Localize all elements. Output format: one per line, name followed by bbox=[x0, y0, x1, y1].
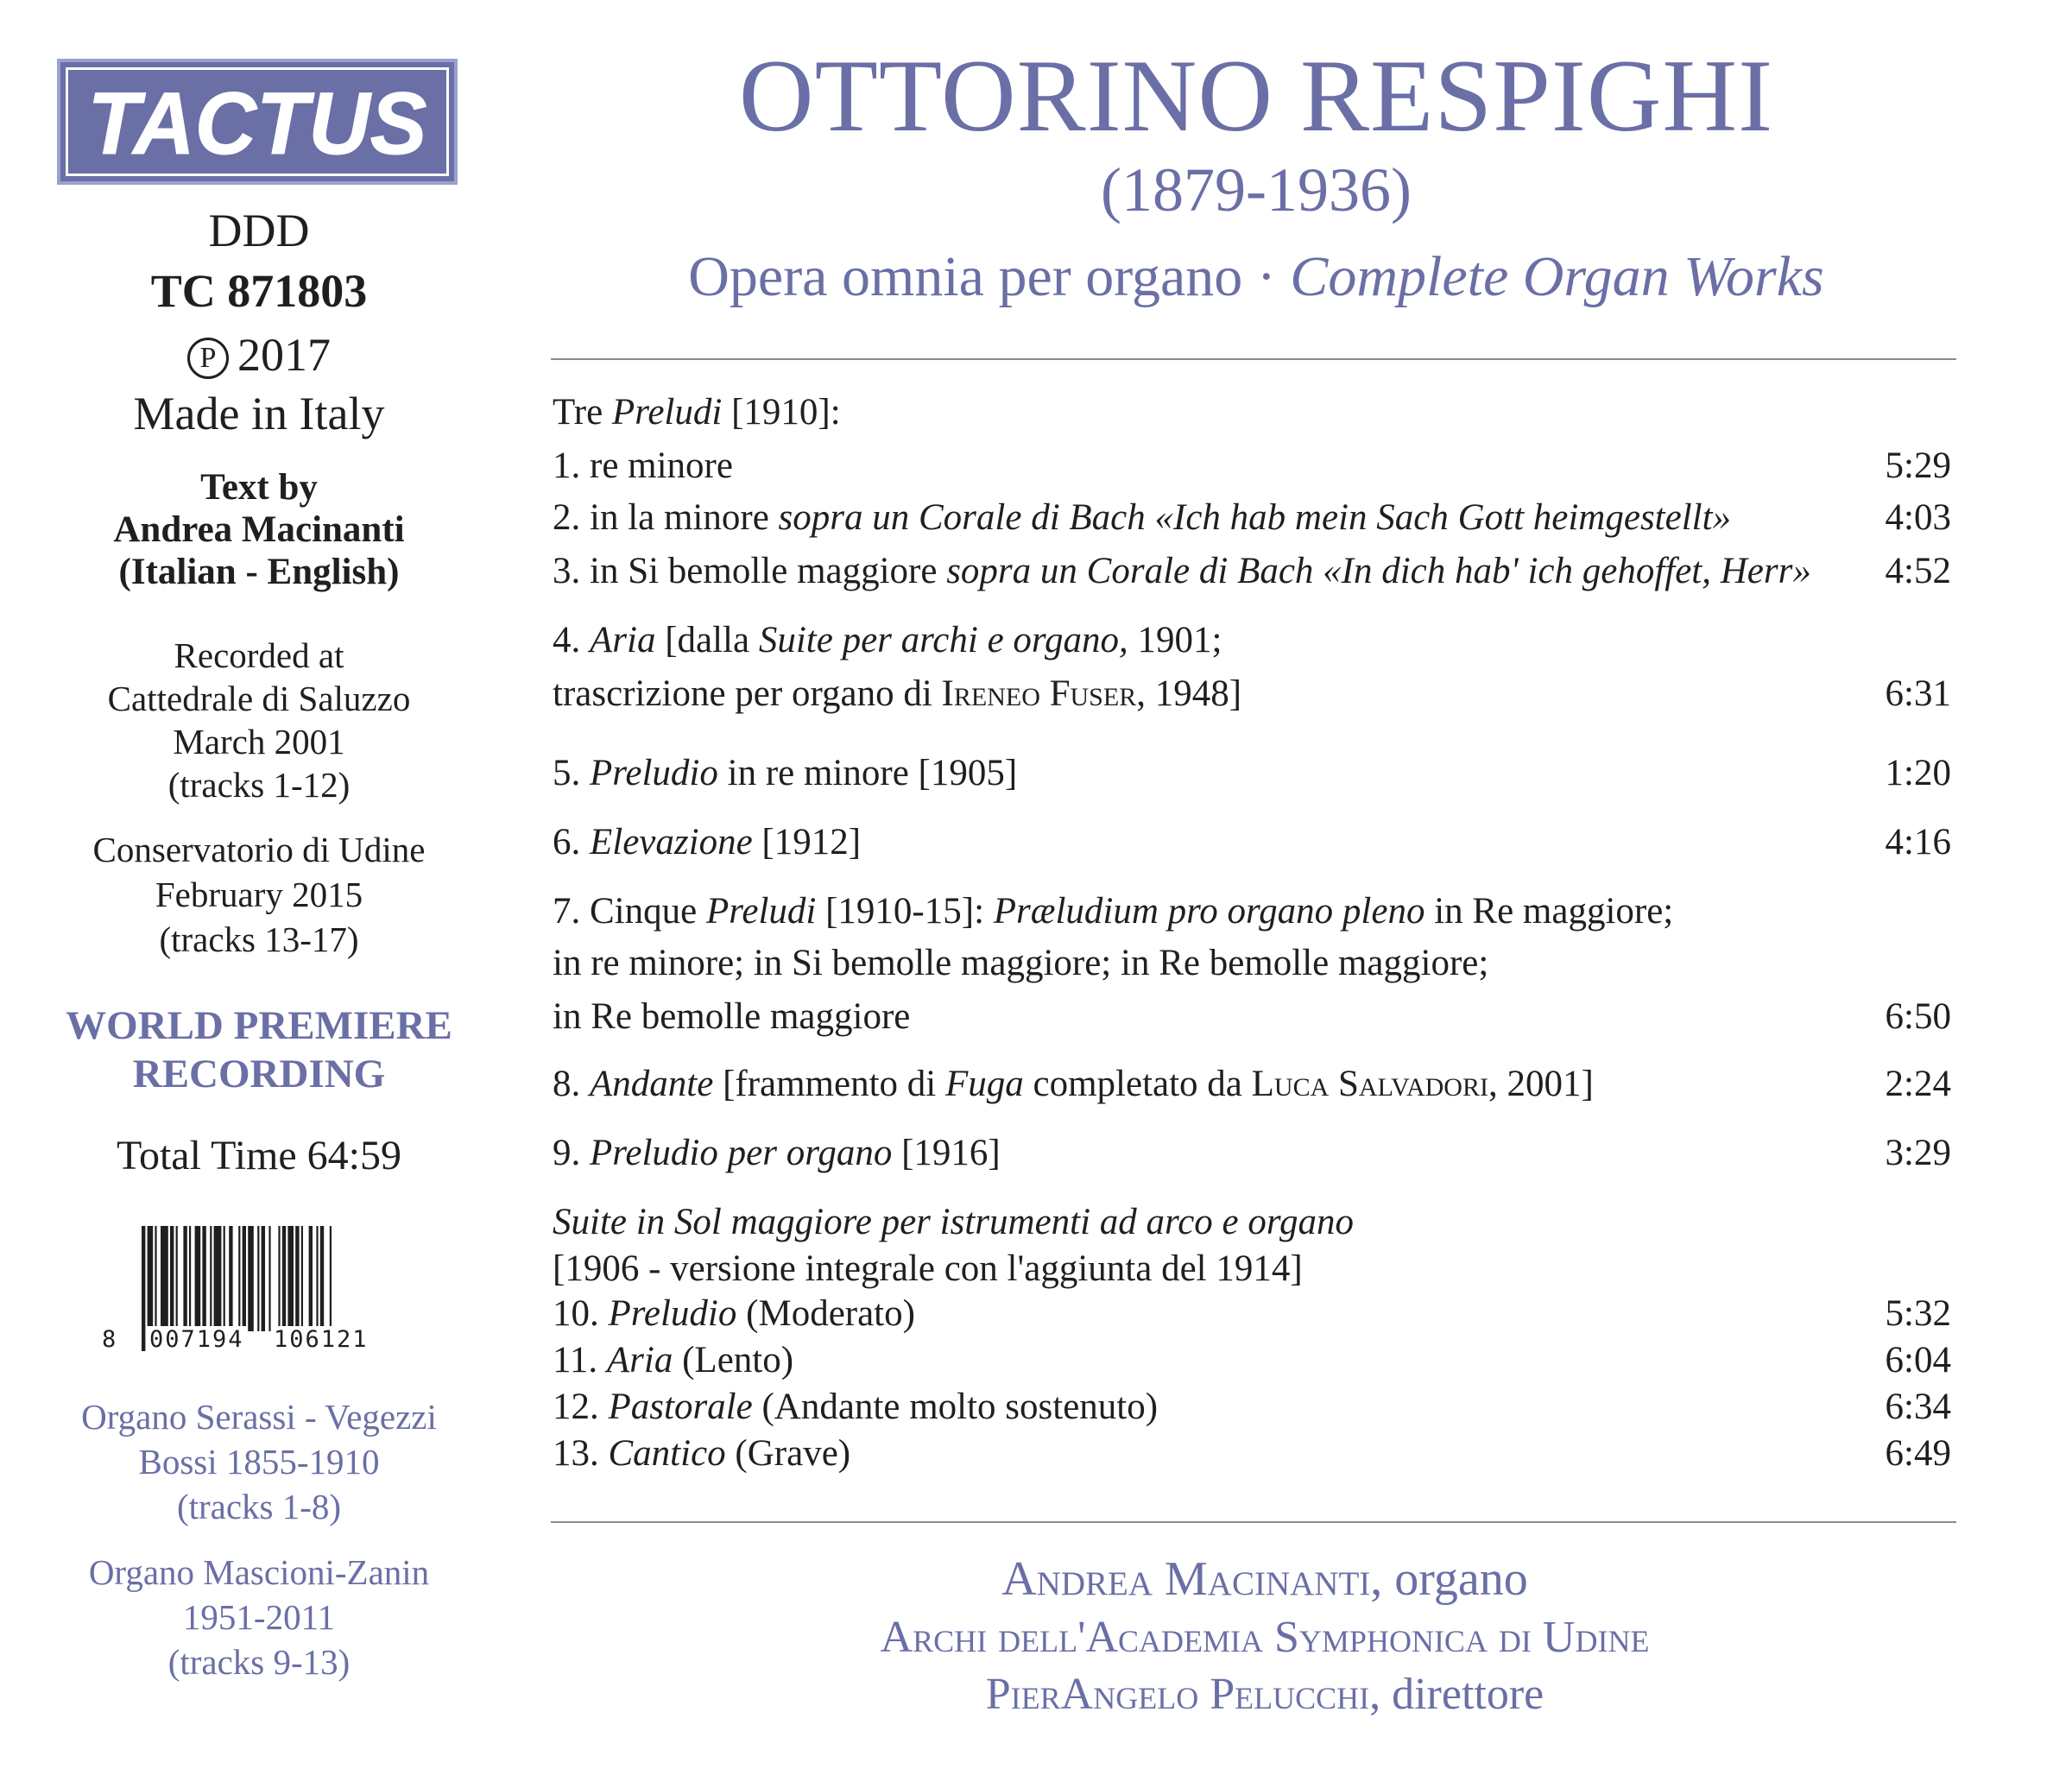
organ1-line: Organo Serassi - Vegezzi bbox=[81, 1397, 437, 1437]
barcode-bar bbox=[189, 1226, 191, 1331]
barcode-bar bbox=[224, 1226, 225, 1331]
track-title: 12. Pastorale (Andante molto sostenuto) bbox=[553, 1387, 1159, 1427]
conductor-name: PierAngelo Pelucchi bbox=[985, 1670, 1370, 1719]
performer-conductor bbox=[553, 1668, 1977, 1722]
logo-text: TACTUS bbox=[87, 74, 427, 174]
track-title: 1. re minore bbox=[553, 445, 733, 486]
track-title: 7. Cinque Preludi [1910-15]: Præludium pro organo pleno in Re maggiore; bbox=[553, 891, 1674, 932]
track-title-continued: trascrizione per organo di Ireneo Fuser, 1948] bbox=[553, 673, 1242, 714]
barcode-bar bbox=[155, 1226, 156, 1331]
track-duration: 1:20 bbox=[1885, 753, 1951, 793]
text-by-languages: (Italian - English) bbox=[118, 552, 400, 592]
tactus-logo-wordmark bbox=[60, 62, 454, 181]
track-duration: 3:29 bbox=[1885, 1133, 1951, 1173]
barcode-right-digits: 106121 bbox=[271, 1326, 371, 1353]
organ2-line: Organo Mascioni-Zanin bbox=[88, 1552, 430, 1592]
composer-years: (1879-1936) bbox=[1101, 155, 1412, 224]
recording-info-2 bbox=[0, 827, 518, 962]
barcode-bar bbox=[210, 1226, 212, 1331]
total-time: Total Time 64:59 bbox=[116, 1133, 402, 1178]
barcode-bar bbox=[229, 1226, 232, 1331]
recording1-line: March 2001 bbox=[173, 722, 345, 761]
track-duration: 6:34 bbox=[1885, 1387, 1951, 1427]
barcode-bar bbox=[262, 1226, 265, 1331]
organ1-line: (tracks 1-8) bbox=[176, 1487, 342, 1526]
organ2-line: 1951-2011 bbox=[182, 1597, 336, 1637]
text-by-label: Text by bbox=[200, 467, 318, 508]
barcode-bar bbox=[161, 1226, 168, 1331]
performer-ensemble: Archi dell'Academia Symphonica di Udine bbox=[880, 1613, 1650, 1662]
tactus-logo bbox=[57, 59, 458, 185]
barcode-bar bbox=[278, 1226, 280, 1331]
barcode bbox=[95, 1226, 397, 1355]
track-duration: 4:16 bbox=[1885, 822, 1951, 862]
composer-name: OTTORINO RESPIGHI bbox=[738, 38, 1774, 153]
barcode-bar bbox=[316, 1226, 318, 1331]
recording1-line: Cattedrale di Saluzzo bbox=[107, 679, 411, 718]
organ-info-1 bbox=[0, 1394, 518, 1529]
text-by-author: Andrea Macinanti bbox=[113, 509, 405, 550]
barcode-bar bbox=[195, 1226, 201, 1331]
barcode-bar bbox=[170, 1226, 174, 1331]
track-duration: 6:50 bbox=[1885, 996, 1951, 1037]
organ1-line: Bossi 1855-1910 bbox=[138, 1442, 380, 1482]
album-subtitle bbox=[553, 244, 1960, 310]
top-divider bbox=[551, 358, 1956, 360]
track-title-continued: in re minore; in Si bemolle maggiore; in Re bemolle maggiore; bbox=[553, 943, 1489, 983]
track-title: 9. Preludio per organo [1916] bbox=[553, 1133, 1001, 1173]
soloist-role: , organo bbox=[1370, 1552, 1528, 1606]
recording2-line: (tracks 13-17) bbox=[159, 919, 359, 959]
track-title: 11. Aria (Lento) bbox=[553, 1340, 794, 1380]
track-duration: 5:29 bbox=[1885, 445, 1951, 486]
catalog-number: TC 871803 bbox=[150, 265, 368, 317]
barcode-bar bbox=[287, 1226, 294, 1331]
track-title: 13. Cantico (Grave) bbox=[553, 1433, 851, 1474]
soloist-name: Andrea Macinanti bbox=[1001, 1552, 1371, 1606]
organ-info-2 bbox=[0, 1550, 518, 1684]
conductor-role: , direttore bbox=[1369, 1670, 1545, 1719]
performer-soloist bbox=[553, 1551, 1977, 1608]
suite-heading-details: [1906 - versione integrale con l'aggiunta del 1914] bbox=[553, 1248, 1303, 1289]
bottom-divider bbox=[551, 1521, 1956, 1523]
barcode-bar bbox=[214, 1226, 222, 1331]
barcode-bar bbox=[282, 1226, 286, 1331]
suite-heading: Suite in Sol maggiore per istrumenti ad arco e organo bbox=[553, 1202, 1355, 1242]
subtitle-italian: Opera omnia per organo bbox=[688, 245, 1243, 308]
track-duration: 4:03 bbox=[1885, 497, 1951, 538]
track-duration: 6:04 bbox=[1885, 1340, 1951, 1380]
track-title-continued: in Re bemolle maggiore bbox=[553, 996, 911, 1037]
recording2-line: Conservatorio di Udine bbox=[92, 830, 426, 869]
barcode-bar bbox=[320, 1226, 324, 1331]
premiere-line: RECORDING bbox=[132, 1052, 386, 1096]
recording-info-1 bbox=[0, 634, 518, 806]
barcode-bar bbox=[309, 1226, 313, 1331]
track-title: 4. Aria [dalla Suite per archi e organo, 1901; bbox=[553, 620, 1222, 660]
track-duration: 6:31 bbox=[1885, 673, 1951, 714]
track-title: 2. in la minore sopra un Corale di Bach «Ich hab mein Sach Gott heimgestellt» bbox=[553, 497, 1732, 538]
phonogram-line bbox=[0, 328, 518, 382]
barcode-bar bbox=[301, 1226, 303, 1331]
subtitle-separator: · bbox=[1256, 245, 1276, 308]
barcode-left-digits: 007194 bbox=[147, 1326, 247, 1353]
made-in: Made in Italy bbox=[133, 388, 385, 439]
world-premiere-badge bbox=[0, 1001, 518, 1098]
phonogram-icon: P bbox=[187, 338, 229, 379]
barcode-bar bbox=[142, 1226, 145, 1351]
organ2-line: (tracks 9-13) bbox=[167, 1642, 351, 1682]
track-title: 10. Preludio (Moderato) bbox=[553, 1293, 915, 1334]
release-year: 2017 bbox=[237, 329, 331, 381]
track-title: 6. Elevazione [1912] bbox=[553, 822, 862, 862]
track-duration: 2:24 bbox=[1885, 1064, 1951, 1104]
text-by bbox=[0, 466, 518, 593]
track-duration: 6:49 bbox=[1885, 1433, 1951, 1474]
barcode-first-digit: 8 bbox=[102, 1326, 118, 1353]
track-group-heading: Tre Preludi [1910]: bbox=[553, 392, 841, 433]
subtitle-english: Complete Organ Works bbox=[1290, 245, 1824, 308]
track-title: 8. Andante [frammento di Fuga completato da Luca Salvadori, 2001] bbox=[553, 1064, 1594, 1104]
track-duration: 4:52 bbox=[1885, 551, 1951, 591]
recording1-line: (tracks 1-12) bbox=[167, 765, 351, 805]
barcode-bar bbox=[202, 1226, 205, 1331]
recording2-line: February 2015 bbox=[155, 875, 363, 914]
track-duration: 5:32 bbox=[1885, 1293, 1951, 1334]
track-title: 3. in Si bemolle maggiore sopra un Corale di Bach «In dich hab' ich gehoffet, Herr» bbox=[553, 551, 1811, 591]
recording1-line: Recorded at bbox=[174, 635, 344, 675]
barcode-bar bbox=[183, 1226, 186, 1331]
premiere-line: WORLD PREMIERE bbox=[66, 1003, 452, 1048]
barcode-bar bbox=[295, 1226, 299, 1331]
barcode-bar bbox=[176, 1226, 178, 1331]
barcode-bar bbox=[248, 1226, 254, 1331]
barcode-bar bbox=[257, 1226, 259, 1331]
track-title: 5. Preludio in re minore [1905] bbox=[553, 753, 1018, 793]
ddd-label: DDD bbox=[208, 205, 310, 256]
barcode-bar bbox=[268, 1226, 270, 1331]
